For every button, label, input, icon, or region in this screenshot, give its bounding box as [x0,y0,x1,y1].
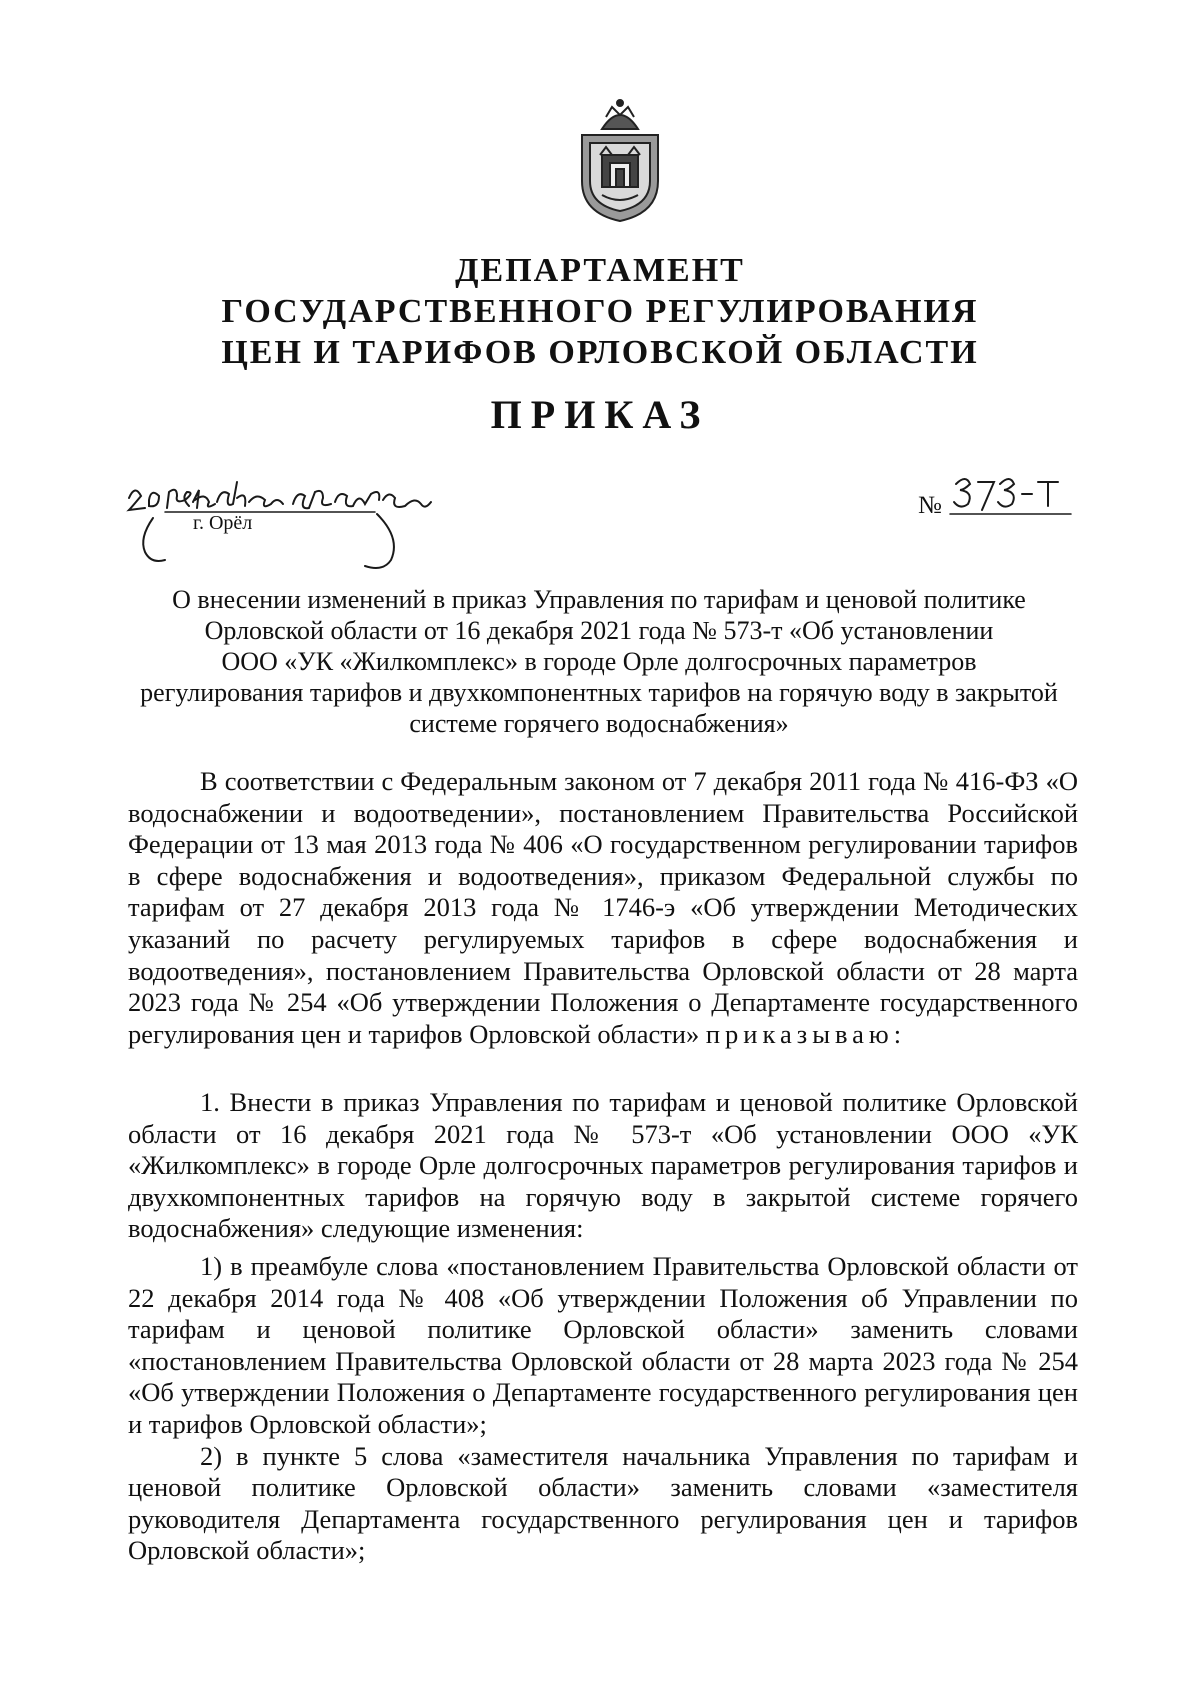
order-subject [120,584,1078,739]
city: г. Орёл [193,512,253,534]
subject-line: Орловской области от 16 декабря 2021 года № 573-т «Об установлении [204,616,994,645]
coat-of-arms-icon [572,95,668,225]
order-word: приказываю: [705,1018,907,1049]
order-section [128,1087,1078,1567]
department-name [0,250,1200,373]
subject-line: О внесении изменений в приказ Управления по тарифам и ценовой политике [172,585,1026,614]
basis-paragraph [128,766,1078,1050]
order-item-1: 1. Внести в приказ Управления по тарифам и ценовой политике Орловской области от 16 декабря 2021 года № 573-т «Об установлении ООО «УК «Жилкомплекс» в городе Орле долгосрочных параметров регулирования тарифов и двухкомпонентных тарифов на горячую воду в закрытой системе горячего водоснабжения» следующие изменения: [128,1087,1078,1244]
handwritten-date [125,478,485,578]
number-label: № [918,492,942,519]
basis-text: В соответствии с Федеральным законом от 7 декабря 2011 года № 416-ФЗ «О водоснабжении и водоотведении», постановлением Правительства Российской Федерации от 13 мая 2013 года № 406 «О государственном регулировании тарифов в сфере водоснабжения и водоотведения», приказом Федеральной службы по тарифам от 27 декабря 2013 года № 1746-э «Об утверждении Методических указаний по расчету регулируемых тарифов в сфере водоснабжения и водоотведения», постановлением Правительства Орловской области от 28 марта 2023 года № 254 «Об утверждении Положения о Департаменте государственного регулирования цен и тарифов Орловской области» [128,766,1078,1049]
document-type: ПРИКАЗ [490,392,710,437]
department-line: ЦЕН И ТАРИФОВ ОРЛОВСКОЙ ОБЛАСТИ [221,334,979,371]
department-line: ГОСУДАРСТВЕННОГО РЕГУЛИРОВАНИЯ [221,293,979,330]
subject-line: регулирования тарифов и двухкомпонентных тарифов на горячую воду в закрытой [140,678,1058,707]
order-subitem-2: 2) в пункте 5 слова «заместителя начальника Управления по тарифам и ценовой политике Орловской области» заменить словами «заместителя руководителя Департамента государственного регулирования цен и тарифов Орловской области»; [128,1440,1078,1566]
order-subitem-1: 1) в преамбуле слова «постановлением Правительства Орловской области от 22 декабря 2014 года № 408 «Об утверждении Положения об Управлении по тарифам и ценовой политике Орловской области» заменить словами «постановлением Правительства Орловской области от 28 марта 2023 года № 254 «Об утверждении Положения о Департаменте государственного регулирования цен и тарифов Орловской области»; [128,1250,1078,1439]
department-line: ДЕПАРТАМЕНТ [455,252,745,289]
subject-line: системе горячего водоснабжения» [409,709,789,738]
handwritten-number [948,472,1073,524]
subject-line: ООО «УК «Жилкомплекс» в городе Орле долгосрочных параметров [221,647,977,676]
